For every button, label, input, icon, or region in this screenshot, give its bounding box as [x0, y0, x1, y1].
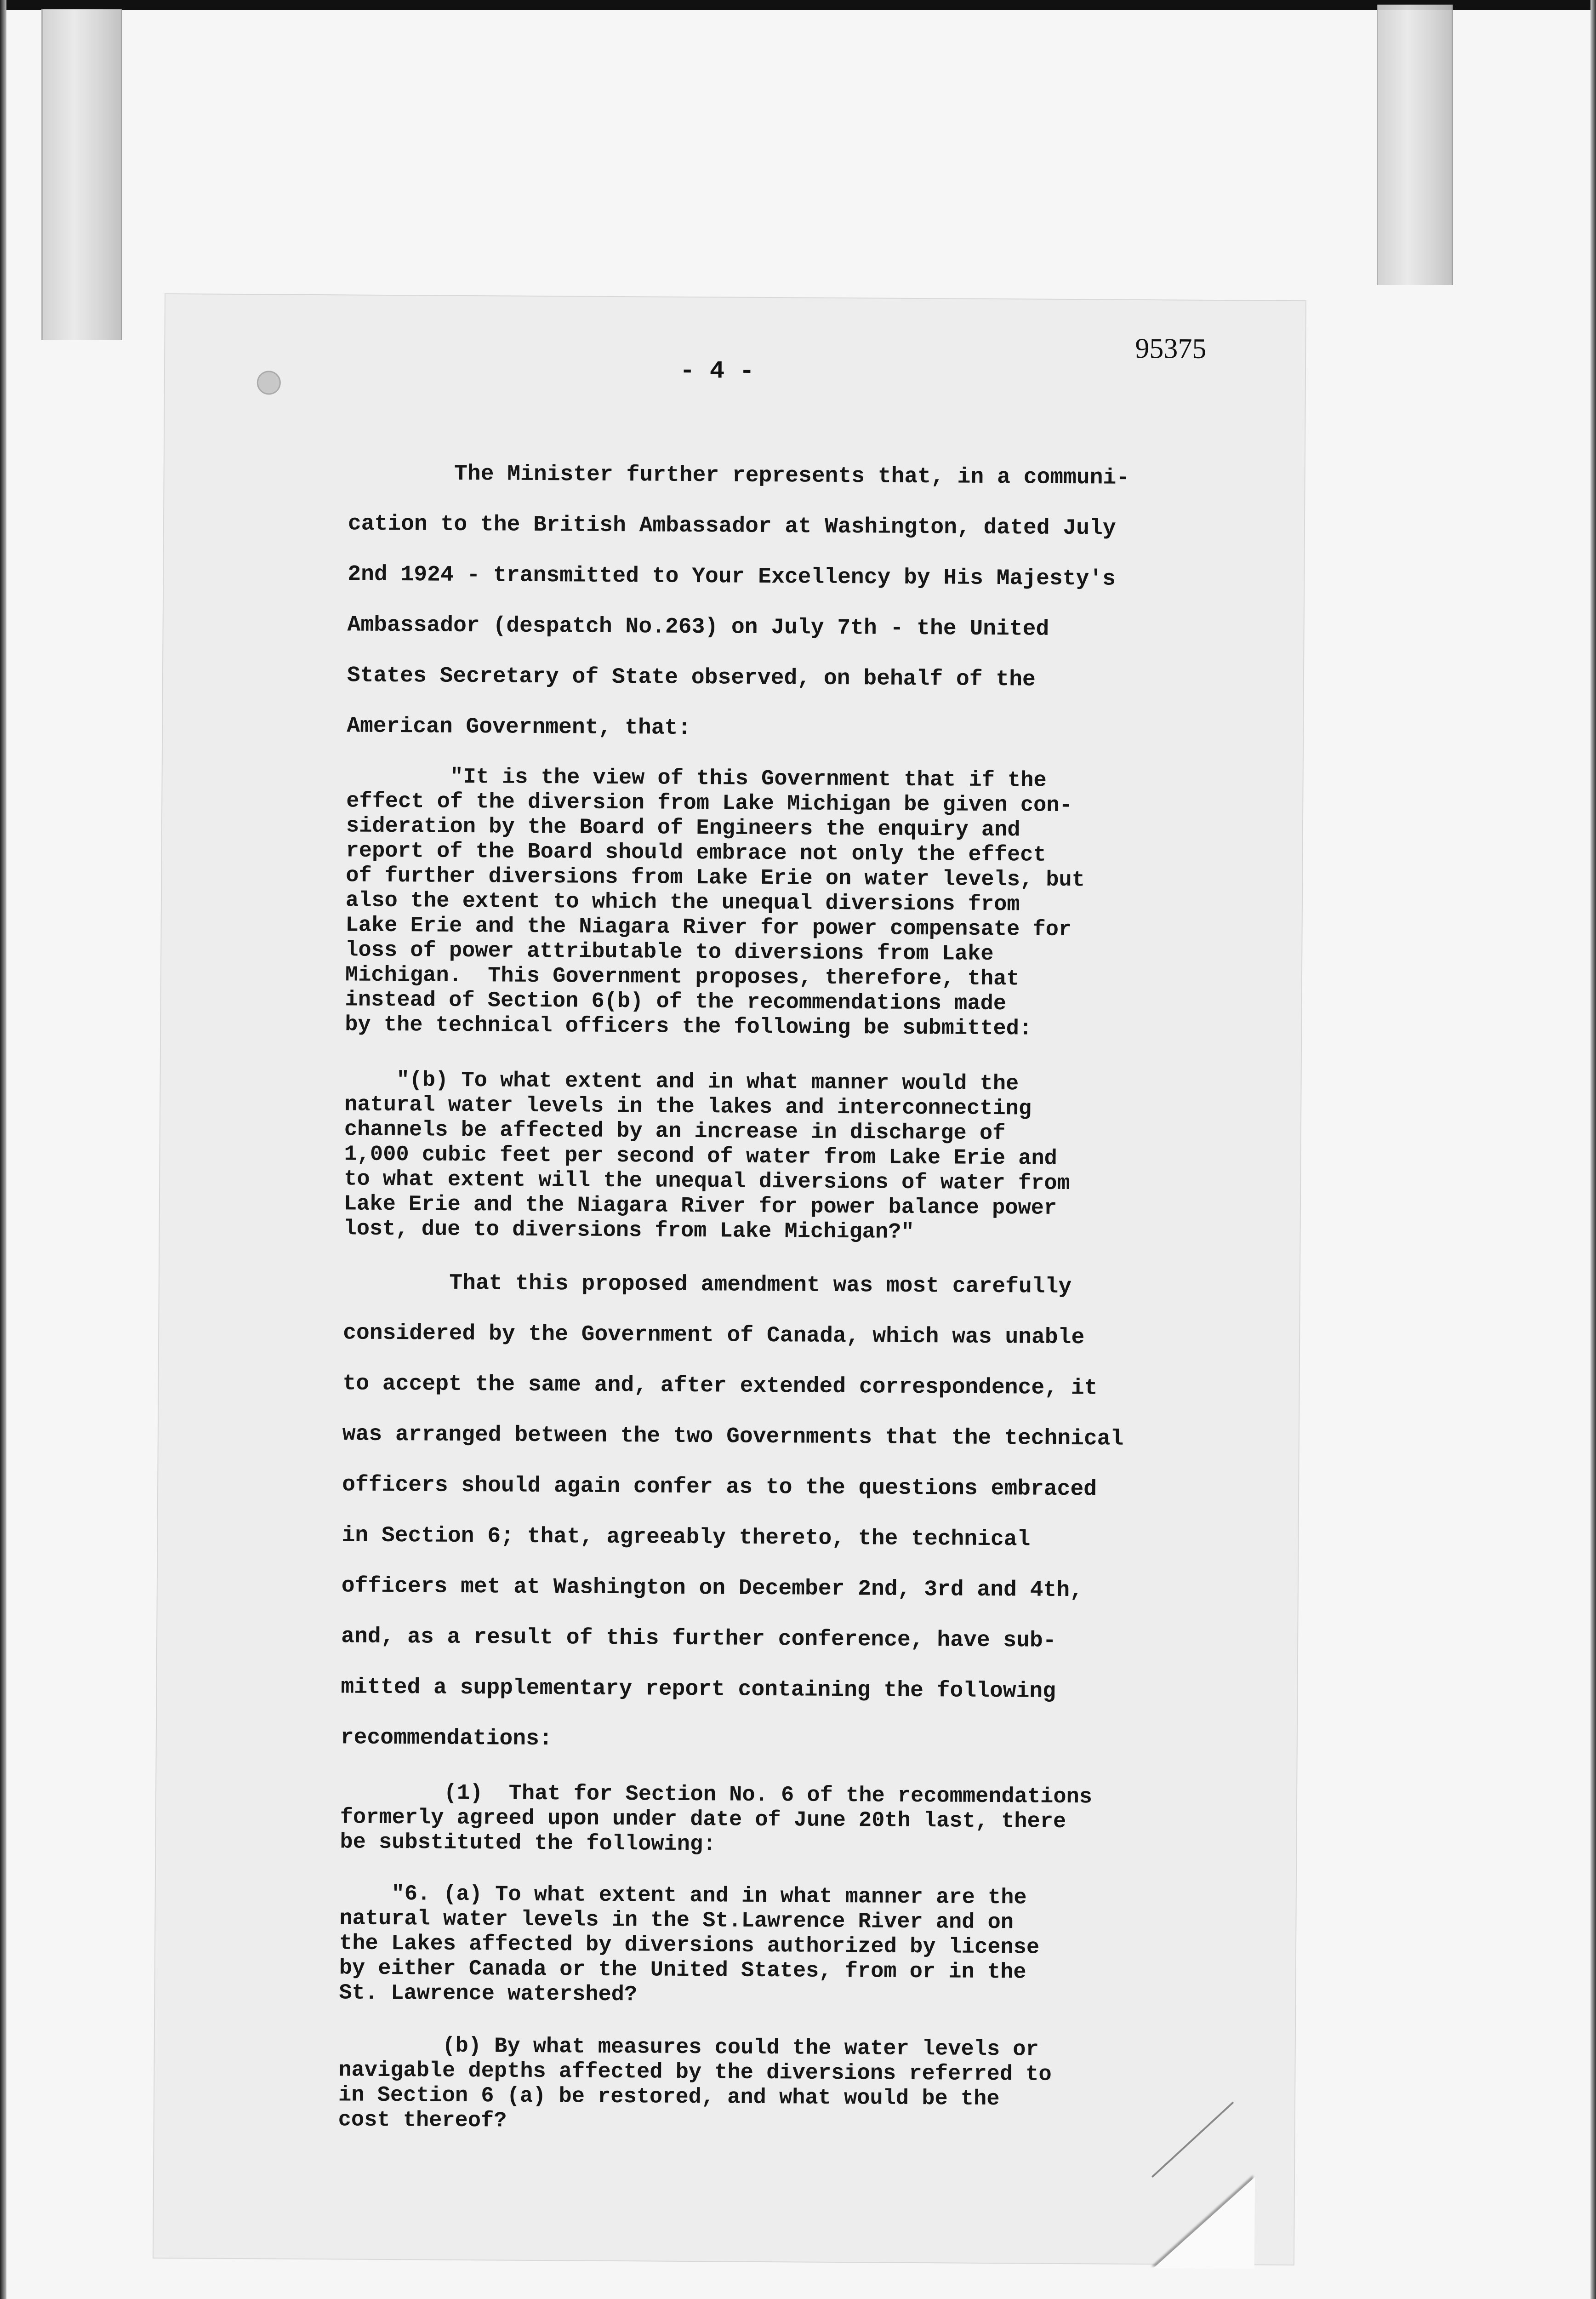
page-number: - 4 - — [679, 357, 755, 386]
text-line: cation to the British Ambassador at Washington, dated July — [348, 511, 1116, 541]
text-line: sideration by the Board of Engineers the enquiry and — [346, 814, 1020, 843]
text-line: in Section 6; that, agreeably thereto, the technical — [342, 1523, 1031, 1552]
fold-crease — [1151, 2102, 1234, 2178]
text-line: instead of Section 6(b) of the recommendations made — [345, 988, 1007, 1017]
text-line: natural water levels in the lakes and interconnecting — [344, 1092, 1032, 1121]
mounting-tape — [1377, 5, 1453, 285]
text-line: be substituted the following: — [340, 1830, 716, 1857]
text-line: was arranged between the two Governments that the technical — [342, 1422, 1124, 1452]
text-line: "6. (a) To what extent and in what manner are the — [339, 1882, 1027, 1910]
text-line: and, as a result of this further conference, have sub- — [341, 1624, 1056, 1653]
film-edge-top — [0, 0, 1596, 10]
text-line: cost thereof? — [338, 2108, 507, 2133]
film-edge-left — [0, 0, 6, 2299]
text-line: St. Lawrence watershed? — [339, 1981, 638, 2007]
punch-hole — [257, 371, 281, 395]
text-line: channels be affected by an increase in discharge of — [344, 1117, 1006, 1146]
text-line: States Secretary of State observed, on behalf of the — [347, 663, 1036, 692]
text-line: (1) That for Section No. 6 of the recommendations — [340, 1780, 1093, 1810]
text-line: officers should again confer as to the questions embraced — [342, 1472, 1097, 1502]
text-line: also the extent to which the unequal diversions from — [345, 888, 1020, 917]
text-line: officers met at Washington on December 2nd, 3rd and 4th, — [341, 1573, 1083, 1603]
text-line: Lake Erie and the Niagara River for power balance power — [343, 1192, 1057, 1221]
text-line: (b) By what measures could the water levels or — [338, 2033, 1039, 2062]
film-edge-right — [1590, 0, 1596, 2299]
text-line: formerly agreed upon under date of June 20th last, there — [340, 1805, 1066, 1835]
text-line: Ambassador (despatch No.263) on July 7th - the United — [347, 612, 1049, 642]
text-line: by the technical officers the following be submitted: — [345, 1012, 1032, 1041]
text-line: That this proposed amendment was most carefully — [343, 1270, 1072, 1300]
text-line: report of the Board should embrace not only the effect — [346, 839, 1046, 868]
text-line: of further diversions from Lake Erie on water levels, but — [346, 864, 1085, 893]
text-line: 2nd 1924 - transmitted to Your Excellency by His Majesty's — [348, 562, 1116, 592]
text-line: effect of the diversion from Lake Michigan be given con- — [346, 789, 1072, 818]
text-line: loss of power attributable to diversions from Lake — [345, 938, 994, 967]
text-line: navigable depths affected by the diversions referred to — [338, 2058, 1052, 2087]
mounting-tape — [41, 9, 122, 340]
document-page — [154, 294, 1305, 2265]
text-line: American Government, that: — [347, 714, 691, 741]
text-line: to what extent will the unequal diversions of water from — [344, 1167, 1070, 1196]
text-line: lost, due to diversions from Lake Michigan?" — [343, 1217, 914, 1245]
text-line: by either Canada or the United States, from or in the — [339, 1956, 1026, 1985]
text-line: "(b) To what extent and in what manner would the — [344, 1068, 1019, 1097]
text-line: mitted a supplementary report containing the following — [341, 1675, 1056, 1704]
text-line: the Lakes affected by diversions authorized by license — [339, 1931, 1040, 1960]
text-line: The Minister further represents that, in a communi- — [348, 461, 1130, 491]
text-line: to accept the same and, after extended correspondence, it — [342, 1371, 1098, 1401]
text-line: recommendations: — [340, 1725, 553, 1752]
text-line: Lake Erie and the Niagara River for power compensate for — [345, 913, 1072, 943]
folded-corner — [1153, 2176, 1255, 2269]
text-line: in Section 6 (a) be restored, and what would be the — [338, 2083, 1000, 2112]
text-line: natural water levels in the St.Lawrence River and on — [339, 1906, 1014, 1935]
text-line: considered by the Government of Canada, which was unable — [343, 1321, 1085, 1350]
text-line: Michigan. This Government proposes, therefore, that — [345, 963, 1020, 992]
text-line: 1,000 cubic feet per second of water from Lake Erie and — [344, 1142, 1057, 1171]
text-line: "It is the view of this Government that if the — [346, 764, 1047, 793]
document-number: 95375 — [1135, 332, 1207, 365]
